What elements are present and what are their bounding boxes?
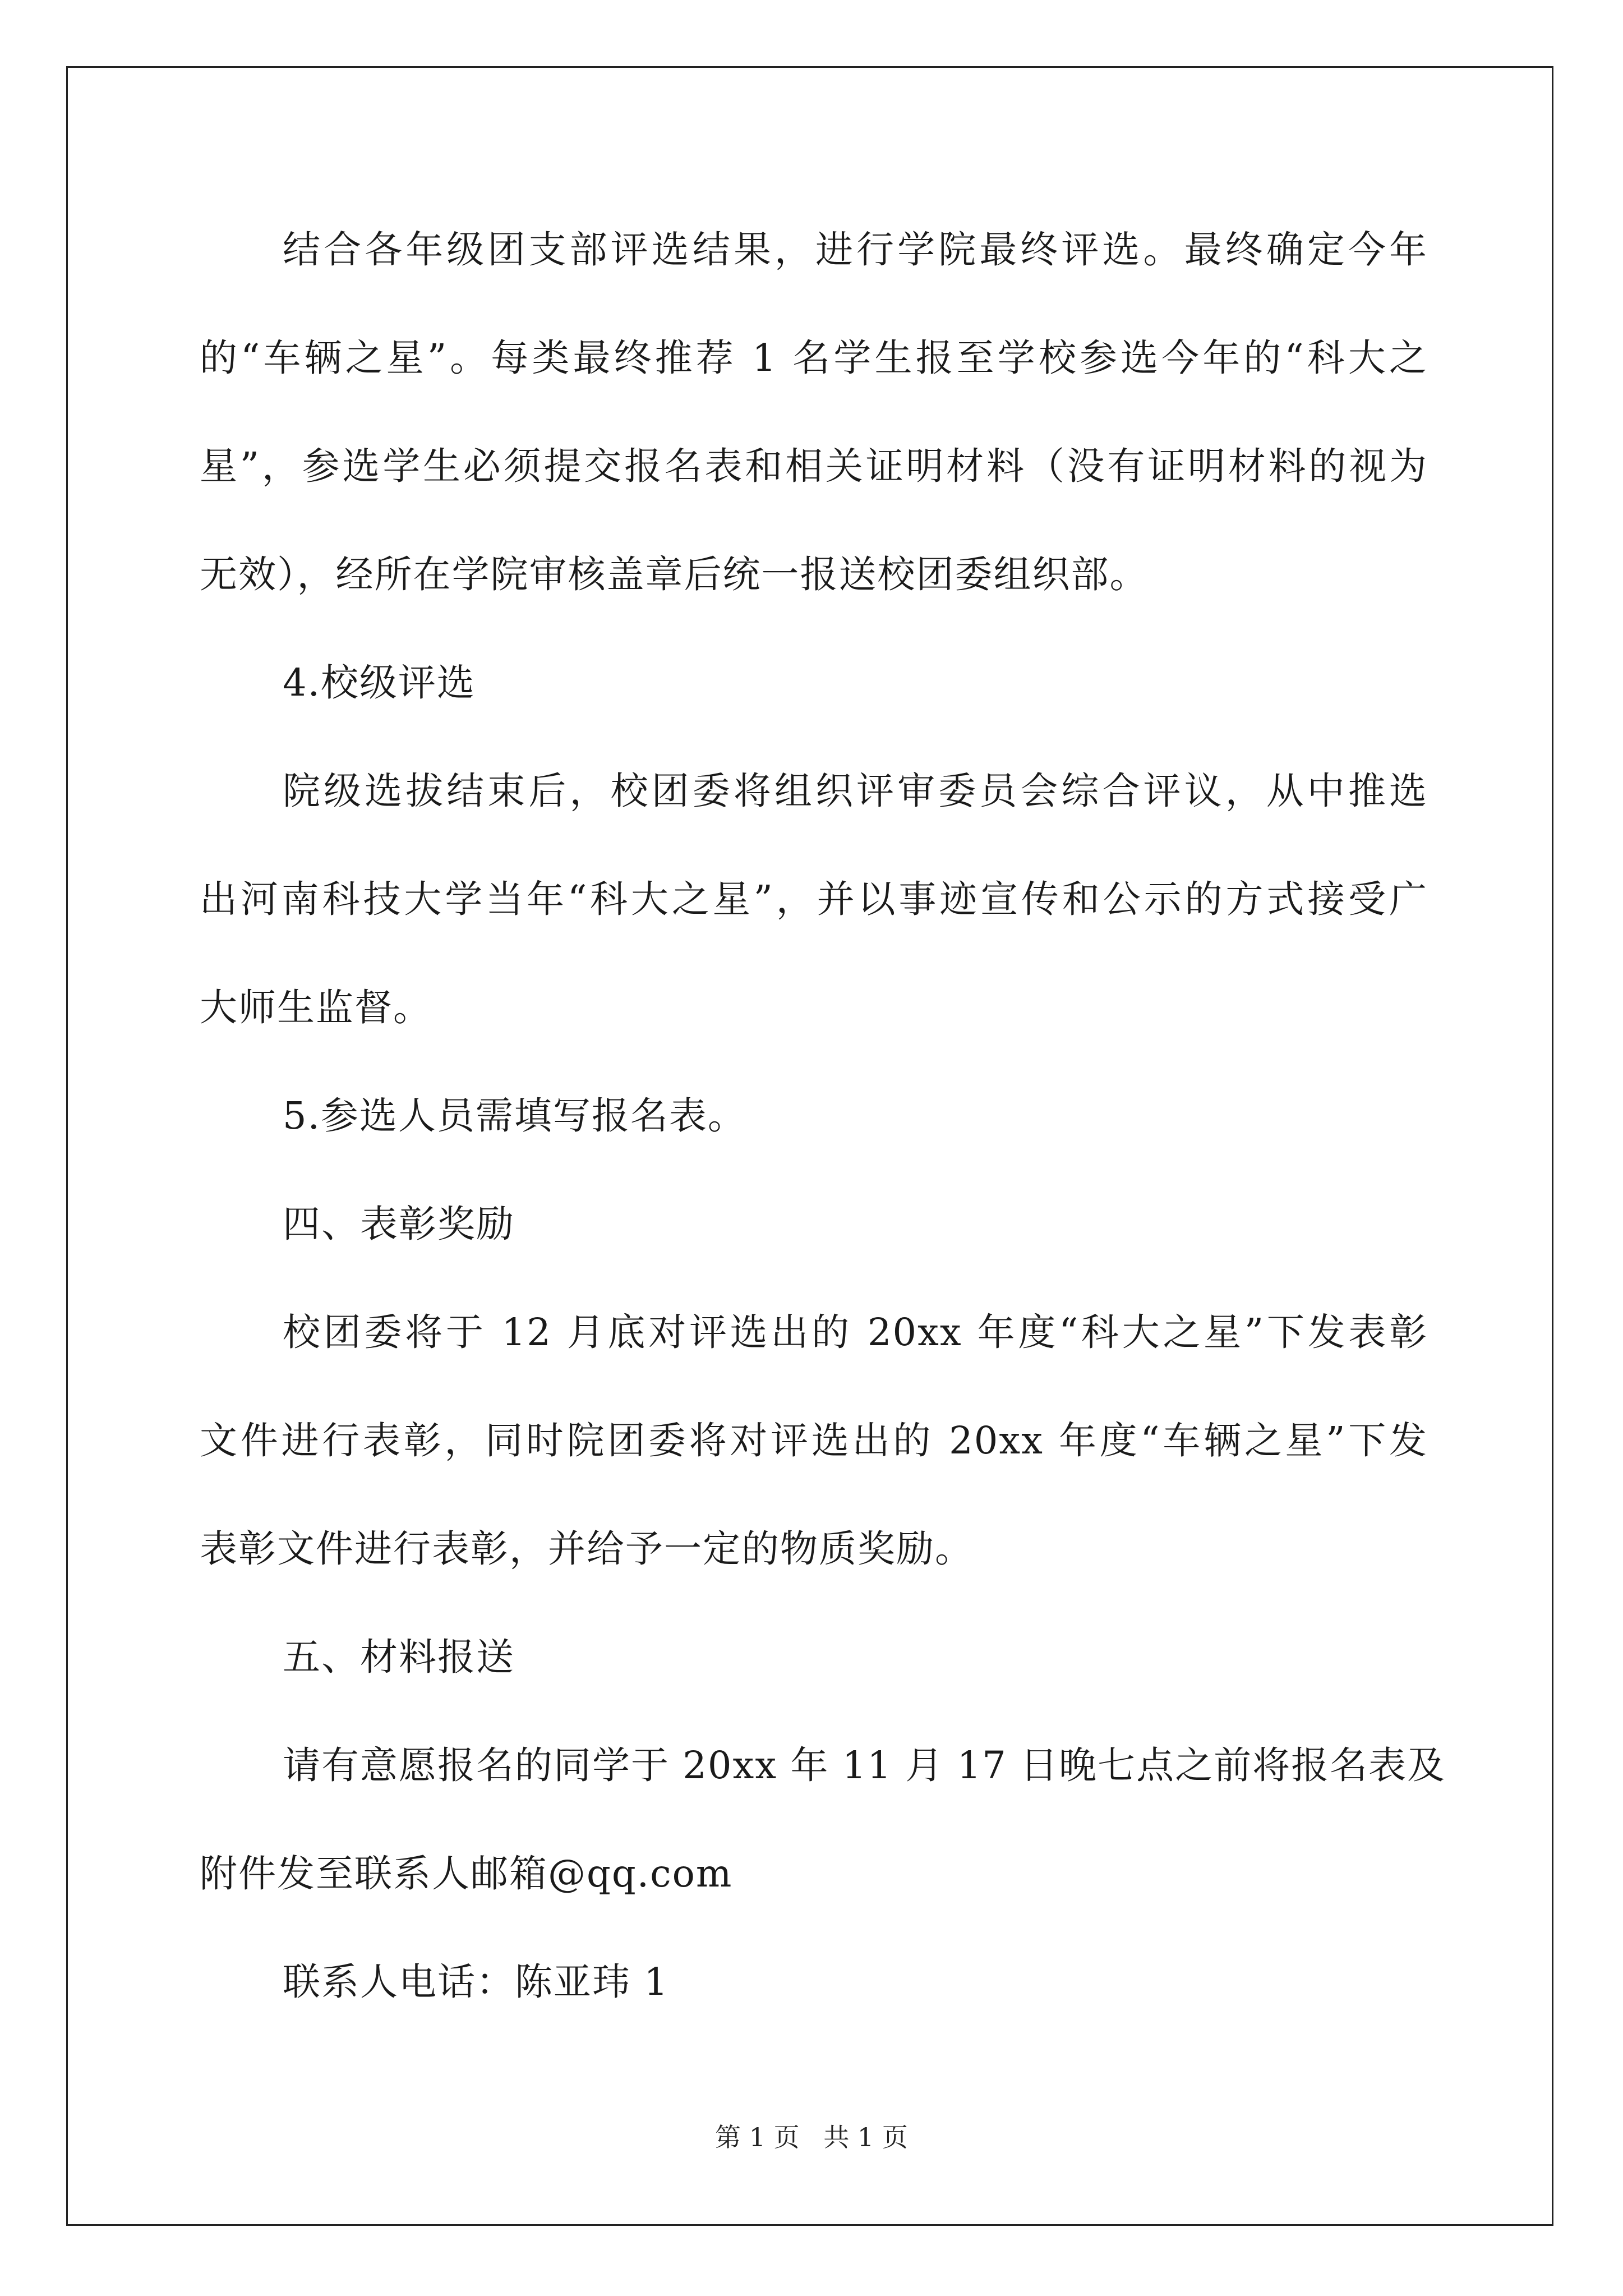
paragraph-line: 表彰文件进行表彰，并给予一定的物质奖励。 <box>200 1527 974 1571</box>
section-heading: 四、表彰奖励 <box>283 1202 515 1246</box>
page-number: 第 1 页 <box>715 2122 800 2152</box>
section-heading: 4.校级评选 <box>283 661 476 705</box>
paragraph-line: 的“车辆之星”。每类最终推荐 1 名学生报至学校参选今年的“科大之 <box>200 336 1428 380</box>
paragraph-line: 大师生监督。 <box>200 986 432 1029</box>
section-heading: 五、材料报送 <box>283 1635 515 1679</box>
paragraph-line: 出河南科技大学当年“科大之星”，并以事迹宣传和公示的方式接受广 <box>200 877 1428 921</box>
paragraph-line: 结合各年级团支部评选结果，进行学院最终评选。最终确定今年 <box>283 228 1428 272</box>
page-total: 共 1 页 <box>823 2122 908 2152</box>
paragraph-line: 附件发至联系人邮箱@qq.com <box>200 1852 733 1895</box>
paragraph-line: 无效），经所在学院审核盖章后统一报送校团委组织部。 <box>200 553 1149 596</box>
paragraph-line: 请有意愿报名的同学于 20xx 年 11 月 17 日晚七点之前将报名表及 <box>283 1743 1446 1787</box>
paragraph-line: 星”，参选学生必须提交报名表和相关证明材料（没有证明材料的视为 <box>200 444 1428 488</box>
paragraph-line: 校团委将于 12 月底对评选出的 20xx 年度“科大之星”下发表彰 <box>283 1310 1428 1354</box>
paragraph-line: 文件进行表彰，同时院团委将对评选出的 20xx 年度“车辆之星”下发 <box>200 1419 1428 1462</box>
page-footer <box>0 2120 1623 2154</box>
page-border <box>66 66 1553 2226</box>
section-heading: 5.参选人员需填写报名表。 <box>283 1094 746 1138</box>
paragraph-line: 院级选拔结束后，校团委将组织评审委员会综合评议，从中推选 <box>283 769 1428 813</box>
contact-line: 联系人电话：陈亚玮 1 <box>283 1960 669 2004</box>
